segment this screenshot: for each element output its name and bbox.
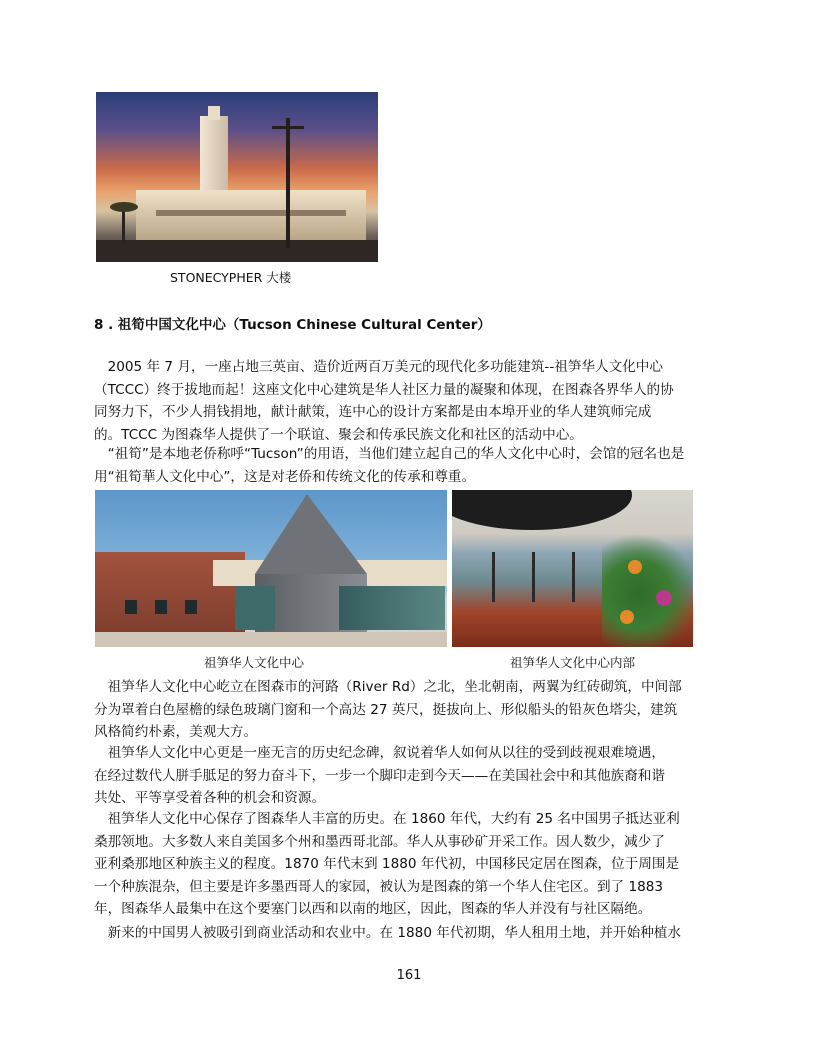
paragraph-6 [94,922,726,945]
paragraph-line: 年，图森华人最集中在这个要塞门以西和以南的地区，因此，图森的华人并没有与社区隔绝。 [94,901,652,918]
paragraph-line: 用“祖筍華人文化中心”，这是对老侨和传统文化的传承和尊重。 [94,468,476,485]
paragraph-line: 祖笋华人文化中心保存了图森华人丰富的历史。在 1860 年代，大约有 25 名中国男子抵达亚利 [94,811,680,827]
paragraph-line: “祖筍”是本地老侨称呼“Tucson”的用语，当他们建立起自己的华人文化中心时，会馆的冠名也是 [94,446,685,462]
paragraph-5 [94,808,726,921]
stonecypher-building-photo [96,92,378,262]
section-heading: 8 . 祖筍中国文化中心（Tucson Chinese Cultural Center） [94,317,491,333]
paragraph-line: 亚利桑那地区种族主义的程度。1870 年代末到 1880 年代初，中国移民定居在图森，位于周围是 [94,856,680,873]
paragraph-line: 在经过数代人胼手胝足的努力奋斗下，一步一个脚印走到今天——在美国社会中和其他族裔和谐 [94,767,665,784]
paragraph-line: 的。TCCC 为图森华人提供了一个联谊、聚会和传承民族文化和社区的活动中心。 [94,426,583,443]
paragraph-line: 新来的中国男人被吸引到商业活动和农业中。在 1880 年代初期，华人租用土地，并开始种植水 [94,925,681,941]
paragraph-line: 2005 年 7 月，一座占地三英亩、造价近两百万美元的现代化多功能建筑--祖笋华人文化中心 [94,359,663,375]
cultural-center-exterior-photo [95,490,447,647]
paragraph-line: 同努力下，不少人捐钱捐地，献计献策，连中心的设计方案都是由本埠开业的华人建筑师完成 [94,404,652,421]
paragraph-line: 共处、平等享受着各种的机会和资源。 [94,790,326,807]
paragraph-line: 分为罩着白色屋檐的绿色玻璃门窗和一个高达 27 英尺，挺拔向上、形似船头的铅灰色塔尖，建筑 [94,701,678,718]
paragraph-4 [94,742,726,810]
paragraph-line: 祖笋华人文化中心屹立在图森市的河路（River Rd）之北，坐北朝南，两翼为红砖砌筑，中间部 [94,679,682,695]
paragraph-line: 风格简约朴素，美观大方。 [94,724,258,741]
paragraph-line: 桑那领地。大多数人来自美国多个州和墨西哥北部。华人从事砂矿开采工作。因人数少，减少了 [94,833,665,850]
exterior-caption: 祖笋华人文化中心 [204,655,305,670]
page-number: 161 [396,968,422,983]
cultural-center-interior-photo [452,490,693,647]
paragraph-2 [94,443,726,488]
paragraph-3 [94,676,726,744]
interior-caption: 祖笋华人文化中心内部 [510,655,636,670]
paragraph-line: （TCCC）终于拔地而起！这座文化中心建筑是华人社区力量的凝聚和体现，在图森各界华人的协 [94,381,674,398]
stonecypher-caption: STONECYPHER 大楼 [170,270,292,285]
paragraph-1 [94,356,726,446]
paragraph-line: 一个种族混杂，但主要是许多墨西哥人的家园，被认为是图森的第一个华人住宅区。到了 1883 [94,878,664,895]
paragraph-line: 祖笋华人文化中心更是一座无言的历史纪念碑，叙说着华人如何从以往的受到歧视艰难境遇， [94,745,665,761]
